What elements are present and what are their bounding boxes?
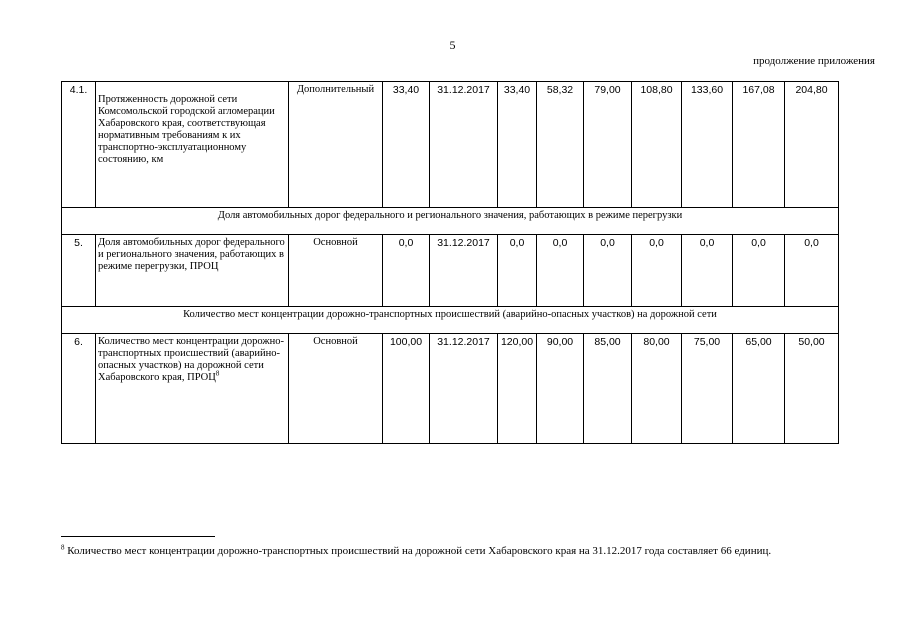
- value-cell: 0,0: [584, 235, 632, 307]
- table-row-4-1: [62, 82, 892, 208]
- section-title: Количество мест концентрации дорожно-транспортных происшествий (аварийно-опасных участков) на дорожной сети: [62, 307, 839, 334]
- value-cell: 50,00: [785, 334, 839, 444]
- value-cell: 167,08: [733, 82, 785, 208]
- value-cell: 0,0: [537, 235, 584, 307]
- value-cell: 108,80: [632, 82, 682, 208]
- value-cell: 65,00: [733, 334, 785, 444]
- footnote-text: Количество мест концентрации дорожно-транспортных происшествий на дорожной сети Хабаровского края на 31.12.2017 года составляет 66 единиц.: [64, 545, 772, 557]
- value-cell: 0,0: [733, 235, 785, 307]
- base-value: 33,40: [383, 82, 430, 208]
- row-number: 6.: [62, 334, 96, 444]
- indicators-table: [61, 81, 892, 444]
- base-value: 0,0: [383, 235, 430, 307]
- indicator-type: Дополнительный: [289, 82, 383, 208]
- value-cell: 58,32: [537, 82, 584, 208]
- value-cell: 79,00: [584, 82, 632, 208]
- continuation-label: продолжение приложения: [753, 55, 875, 67]
- value-cell: 0,0: [632, 235, 682, 307]
- base-value: 100,00: [383, 334, 430, 444]
- page-number: 5: [449, 38, 456, 52]
- section-title: Доля автомобильных дорог федерального и регионального значения, работающих в режиме перегрузки: [62, 208, 839, 235]
- indicator-type: Основной: [289, 235, 383, 307]
- footnote: [61, 544, 856, 558]
- section-row: [62, 208, 892, 235]
- row-number: 5.: [62, 235, 96, 307]
- table-row-6: [62, 334, 892, 444]
- value-cell: 204,80: [785, 82, 839, 208]
- value-cell: 0,0: [682, 235, 733, 307]
- table-row-5: [62, 235, 892, 307]
- footnote-marker: 8: [61, 543, 65, 552]
- value-cell: 120,00: [498, 334, 537, 444]
- section-row: [62, 307, 892, 334]
- footnote-divider: [61, 536, 215, 537]
- footnote-ref: 8: [215, 369, 220, 378]
- value-cell: 90,00: [537, 334, 584, 444]
- value-cell: 0,0: [498, 235, 537, 307]
- base-date: 31.12.2017: [430, 82, 498, 208]
- base-date: 31.12.2017: [430, 334, 498, 444]
- value-cell: 80,00: [632, 334, 682, 444]
- value-cell: 133,60: [682, 82, 733, 208]
- row-number: 4.1.: [62, 82, 96, 208]
- indicator-name: [96, 334, 289, 444]
- value-cell: 75,00: [682, 334, 733, 444]
- value-cell: 85,00: [584, 334, 632, 444]
- base-date: 31.12.2017: [430, 235, 498, 307]
- indicator-name: Протяженность дорожной сети Комсомольской городской агломерации Хабаровского края, соответствующая нормативным требованиям к их транспортно-эксплуатационному состоянию, км: [96, 82, 289, 208]
- indicator-type: Основной: [289, 334, 383, 444]
- indicator-name: Доля автомобильных дорог федерального и регионального значения, работающих в режиме перегрузки, ПРОЦ: [96, 235, 289, 307]
- indicator-name-text: Количество мест концентрации дорожно-транспортных происшествий (аварийно-опасных участков) на дорожной сети Хабаровского края, ПРОЦ: [98, 336, 285, 384]
- value-cell: 33,40: [498, 82, 537, 208]
- value-cell: 0,0: [785, 235, 839, 307]
